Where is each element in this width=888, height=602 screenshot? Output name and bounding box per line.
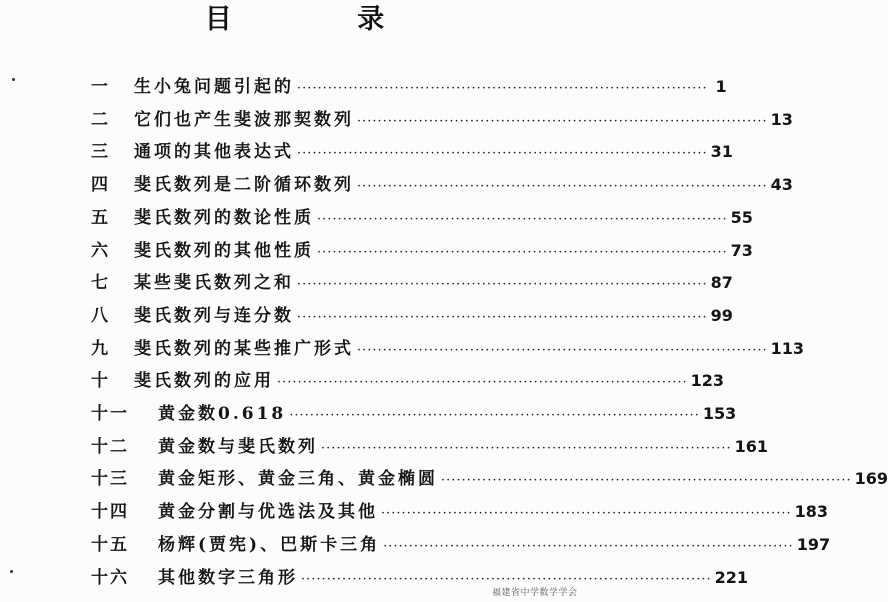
chapter-title: 某些斐氏数列之和 <box>134 273 294 293</box>
chapter-number: 三 <box>91 142 110 162</box>
chapter-number: 十三 <box>91 469 129 489</box>
toc-entry[interactable] <box>0 531 831 559</box>
dot-leader: ················································································ <box>357 343 768 358</box>
chapter-number: 十二 <box>91 437 129 457</box>
toc-entry-body <box>134 204 753 232</box>
chapter-number: 十四 <box>91 502 129 522</box>
chapter-title: 其他数字三角形 <box>158 568 298 588</box>
page-title: 目 录 <box>204 4 443 35</box>
page-number: 55 <box>730 208 753 227</box>
toc-entry[interactable] <box>0 498 828 526</box>
dot-leader: ················································································ <box>317 212 728 227</box>
chapter-number: 七 <box>91 273 110 293</box>
toc-entry[interactable] <box>0 465 888 493</box>
toc-entry-body <box>134 171 793 199</box>
chapter-number: 一 <box>91 77 110 97</box>
toc-entry[interactable] <box>0 335 804 363</box>
chapter-title: 它们也产生斐波那契数列 <box>134 110 354 130</box>
chapter-title: 斐氏数列与连分数 <box>134 306 294 326</box>
chapter-title: 黄金数0.618 <box>158 404 287 424</box>
scan-speck <box>12 78 15 81</box>
toc-entry[interactable] <box>0 433 768 461</box>
chapter-title: 杨辉(贾宪)、巴斯卡三角 <box>158 535 381 555</box>
toc-entry-body <box>158 465 888 493</box>
page-number: 87 <box>710 273 733 292</box>
page-number: 1 <box>715 77 727 96</box>
page-number: 169 <box>854 469 888 488</box>
page-number: 43 <box>770 175 793 194</box>
chapter-title: 斐氏数列的应用 <box>134 371 274 391</box>
page-number: 13 <box>770 110 793 129</box>
watermark: 福建省中学数学学会 <box>492 588 578 598</box>
dot-leader: ················································································ <box>357 179 768 194</box>
page-number: 221 <box>714 568 748 587</box>
dot-leader: ················································································ <box>441 473 852 488</box>
page-number: 153 <box>702 404 737 423</box>
toc-entry[interactable] <box>0 302 733 330</box>
toc-entry-body <box>158 498 828 526</box>
toc-entry[interactable] <box>0 138 733 166</box>
toc-entry-body <box>158 433 768 461</box>
dot-leader: ················································································ <box>297 277 708 292</box>
toc-entry-body <box>134 106 793 134</box>
chapter-title: 通项的其他表达式 <box>134 142 294 162</box>
dot-leader: ················································································ <box>277 375 688 390</box>
toc-entry-body <box>158 531 831 559</box>
chapter-number: 十六 <box>91 568 129 588</box>
page-number: 123 <box>690 371 724 390</box>
toc-entry[interactable] <box>0 269 733 297</box>
chapter-title: 斐氏数列的数论性质 <box>134 208 314 228</box>
chapter-title: 斐氏数列是二阶循环数列 <box>134 175 354 195</box>
chapter-number: 十一 <box>91 404 129 424</box>
chapter-number: 十五 <box>91 535 129 555</box>
chapter-title: 黄金分割与优选法及其他 <box>158 502 378 522</box>
dot-leader: ················································································ <box>381 506 792 521</box>
toc-entry-body <box>134 335 804 363</box>
dot-leader: ················································································ <box>383 539 794 554</box>
chapter-number: 六 <box>91 241 110 261</box>
toc-entry[interactable] <box>0 400 737 428</box>
toc-entry-body <box>134 302 733 330</box>
chapter-number: 二 <box>91 110 110 130</box>
toc-entry-body <box>158 400 737 428</box>
page-number: 31 <box>710 142 733 161</box>
toc-entry-body <box>134 367 724 395</box>
toc-entry[interactable] <box>0 367 724 395</box>
page-number: 161 <box>734 437 768 456</box>
toc-entry[interactable] <box>0 204 753 232</box>
dot-leader: ················································································ <box>289 408 700 423</box>
chapter-number: 十 <box>91 371 110 391</box>
toc-entry-body <box>134 73 727 101</box>
dot-leader: ················································································ <box>321 441 732 456</box>
dot-leader: ················································································ <box>297 81 708 96</box>
chapter-number: 五 <box>91 208 110 228</box>
dot-leader: ················································································ <box>297 146 708 161</box>
toc-entry-body <box>158 564 748 592</box>
toc-entry[interactable] <box>0 237 753 265</box>
dot-leader: ················································································ <box>297 310 708 325</box>
page-number: 113 <box>770 339 804 358</box>
toc-entry-body <box>134 237 753 265</box>
chapter-title: 生小兔问题引起的 <box>134 77 294 97</box>
toc-entry[interactable] <box>0 171 793 199</box>
page-number: 197 <box>796 535 831 554</box>
chapter-title: 斐氏数列的其他性质 <box>134 241 314 261</box>
chapter-number: 九 <box>91 339 110 359</box>
page-number: 73 <box>730 241 753 260</box>
toc-entry-body <box>134 269 733 297</box>
toc-entry[interactable] <box>0 106 793 134</box>
scan-speck <box>10 570 13 573</box>
chapter-title: 黄金矩形、黄金三角、黄金椭圆 <box>158 469 438 489</box>
chapter-number: 八 <box>91 306 110 326</box>
chapter-title: 黄金数与斐氏数列 <box>158 437 318 457</box>
dot-leader: ················································································ <box>357 114 768 129</box>
dot-leader: ················································································ <box>301 572 712 587</box>
toc-entry[interactable] <box>0 73 727 101</box>
chapter-title: 斐氏数列的某些推广形式 <box>134 339 354 359</box>
dot-leader: ················································································ <box>317 245 728 260</box>
chapter-number: 四 <box>91 175 110 195</box>
toc-entry-body <box>134 138 733 166</box>
page-number: 183 <box>794 502 828 521</box>
page-number: 99 <box>710 306 733 325</box>
